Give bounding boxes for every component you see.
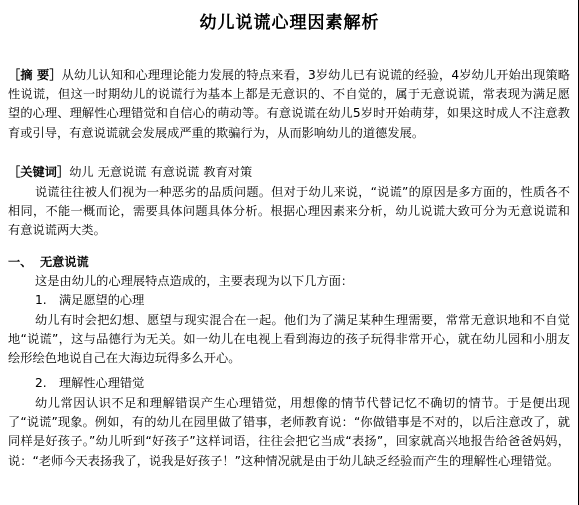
subsection-2-title: 理解性心理错觉 bbox=[59, 376, 145, 390]
keywords-paragraph bbox=[8, 163, 570, 182]
subsection-2-paragraph: 幼儿常因认识不足和理解错误产生心理错觉，用想像的情节代替记忆不确切的情节。于是便出现了“说谎”现象。例如，有的幼儿在园里做了错事，老师教育说：“你做错事是不对的，以后注意改了，就同样是好孩子。”幼儿听到“好孩子”这样词语，往往会把它当成“表扬”，回家就高兴地报告给爸爸妈妈，说：“老师今天表扬我了，说我是好孩子！”这种情况就是由于幼儿缺乏经验而产生的理解性心理错觉。 bbox=[8, 396, 570, 468]
abstract-paragraph bbox=[8, 66, 570, 143]
abstract-label: ［摘 要］ bbox=[8, 68, 62, 82]
section-1-number: 一、 bbox=[8, 255, 33, 269]
subsection-2-heading bbox=[35, 374, 144, 393]
subsection-1-paragraph: 幼儿有时会把幻想、愿望与现实混合在一起。他们为了满足某种生理需要，常常无意识地和不自觉地“说谎”，这与品德行为无关。如一幼儿在电视上看到海边的孩子玩得非常开心，就在幼儿园和小朋友绘形绘色地说自己在大海边玩得多么开心。 bbox=[8, 313, 570, 366]
keywords-label: ［关键词］ bbox=[8, 165, 70, 179]
keywords-text: 幼儿 无意说谎 有意说谎 教育对策 bbox=[69, 165, 253, 179]
subsection-1-title: 满足愿望的心理 bbox=[59, 293, 145, 307]
section-1-intro: 这是由幼儿的心理展特点造成的，主要表现为以下几方面： bbox=[35, 274, 354, 288]
abstract-text: 从幼儿认知和心理理论能力发展的特点来看，3岁幼儿已有说谎的经验，4岁幼儿开始出现策略性说谎，但这一时期幼儿的说谎行为基本上都是无意识的、不自觉的，属于无意说谎，常表现为满足愿望的心理、理解性心理错觉和自信心的萌动等。有意说谎在幼儿5岁时开始萌芽，如果这时成人不注意教育或引导，有意说谎就会发展成严重的欺骗行为，从而影响幼儿的道德发展。 bbox=[8, 68, 570, 140]
section-1-heading bbox=[8, 253, 89, 272]
intro-paragraph: 说谎往往被人们视为一种恶劣的品质问题。但对于幼儿来说，“说谎”的原因是多方面的，性质各不相同，不能一概而论，需要具体问题具体分析。根据心理因素来分析，幼儿说谎大致可分为无意说谎和有意说谎两大类。 bbox=[8, 185, 570, 238]
subsection-1-heading bbox=[35, 291, 144, 310]
subsection-1-number: 1. bbox=[35, 293, 47, 307]
section-1-title: 无意说谎 bbox=[40, 255, 89, 269]
document-title: 幼儿说谎心理因素解析 bbox=[199, 13, 380, 33]
subsection-2-number: 2. bbox=[35, 376, 47, 390]
